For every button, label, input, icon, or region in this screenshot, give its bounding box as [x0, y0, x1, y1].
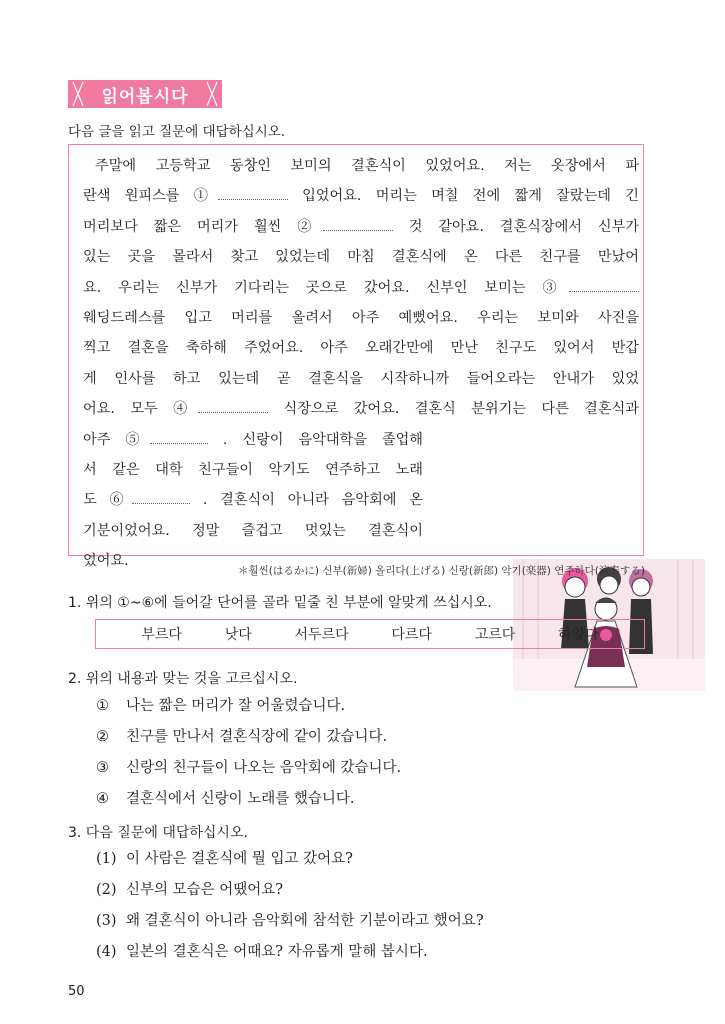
- section-banner: [68, 80, 222, 108]
- word-bank-item: 고르다: [474, 627, 516, 643]
- passage-text: [83, 151, 639, 577]
- sub-question-number: (3): [96, 913, 117, 929]
- answer-option[interactable]: [96, 725, 387, 746]
- page-number: 50: [68, 984, 85, 999]
- sub-question: [96, 878, 283, 899]
- option-text: 나는 짧은 머리가 잘 어울렸습니다.: [126, 698, 346, 714]
- word-bank-item: 부르다: [141, 627, 182, 643]
- passage-line: 찍고 결혼을 축하해 주었어요. 아주 오래간만에 만난 친구도 있어서 반갑: [83, 340, 639, 357]
- passage-line: 기분이었어요. 정말 즐겁고 멋있는 결혼식이: [83, 522, 423, 539]
- passage-line: 도 ⑥ . 결혼식이 아니라 음악회에 온: [83, 485, 423, 515]
- sub-question: [96, 909, 484, 930]
- option-number: ③: [96, 760, 109, 776]
- question-3: 3. 다음 질문에 대답하십시오.: [68, 825, 248, 841]
- passage-line: 어요. 모두 ④ 식장으로 갔어요. 결혼식 분위기는 다른 결혼식과: [83, 394, 639, 424]
- sub-question: [96, 940, 428, 961]
- instruction: 다음 글을 읽고 질문에 대답하십시오.: [68, 124, 286, 140]
- word-bank-item: 낫다: [224, 627, 252, 643]
- answer-blank[interactable]: [218, 185, 288, 200]
- passage-line: 서 같은 대학 친구들이 악기도 연주하고 노래: [83, 462, 423, 479]
- section-title: 읽어봅시다: [101, 86, 189, 107]
- answer-option[interactable]: [96, 694, 345, 715]
- passage-line: 주말에 고등학교 동창인 보미의 결혼식이 있었어요. 저는 옷장에서 파: [95, 158, 639, 174]
- question-1: 1. 위의 ①~⑥에 들어갈 단어를 골라 밑줄 친 부분에 알맞게 쓰십시오.: [68, 595, 492, 611]
- sub-question: [96, 847, 353, 868]
- passage-line: 게 인사를 하고 있는데 곧 결혼식을 시작하니까 들어오라는 안내가 있었: [83, 370, 639, 387]
- word-bank-item: 하얗다: [558, 627, 599, 643]
- option-number: ④: [96, 791, 109, 807]
- question-2: 2. 위의 내용과 맞는 것을 고르십시오.: [68, 671, 298, 687]
- answer-blank[interactable]: [198, 398, 268, 413]
- cross-deco-icon: [72, 80, 84, 108]
- answer-option[interactable]: [96, 756, 401, 777]
- sub-question-number: (1): [96, 851, 117, 867]
- sub-question-text: 일본의 결혼식은 어때요? 자유롭게 말해 봅시다.: [126, 944, 428, 960]
- option-text: 결혼식에서 신랑이 노래를 했습니다.: [126, 791, 355, 807]
- vocab-footnote: ＊훨씬(はるかに) 신부(新婦) 올리다(上げる) 신랑(新郎) 악기(楽器) 연주하다(演奏する): [238, 565, 645, 577]
- option-text: 신랑의 친구들이 나오는 음악회에 갔습니다.: [126, 760, 402, 776]
- option-text: 친구를 만나서 결혼식장에 같이 갔습니다.: [126, 729, 388, 745]
- answer-blank[interactable]: [569, 276, 639, 291]
- passage-line: 란색 원피스를 ① 입었어요. 머리는 며칠 전에 짧게 잘랐는데 긴: [83, 181, 639, 211]
- option-number: ①: [96, 698, 109, 714]
- sub-question-text: 이 사람은 결혼식에 뭘 입고 갔어요?: [126, 851, 353, 867]
- sub-question-number: (4): [96, 944, 117, 960]
- passage-line: 요. 우리는 신부가 기다리는 곳으로 갔어요. 신부인 보미는 ③: [83, 273, 639, 303]
- passage-line: 웨딩드레스를 입고 머리를 올려서 아주 예뻤어요. 우리는 보미와 사진을: [83, 310, 639, 327]
- sub-question-text: 신부의 모습은 어땠어요?: [126, 882, 284, 898]
- sub-question-text: 왜 결혼식이 아니라 음악회에 참석한 기분이라고 했어요?: [126, 913, 484, 929]
- sub-question-number: (2): [96, 882, 117, 898]
- answer-blank[interactable]: [150, 428, 208, 443]
- passage-line: 아주 ⑤ . 신랑이 음악대학을 졸업해: [83, 425, 423, 455]
- word-bank: [95, 619, 645, 649]
- cross-deco-icon: [206, 80, 218, 108]
- reading-passage: [68, 144, 644, 570]
- answer-blank[interactable]: [323, 216, 393, 231]
- passage-line: 었어요.: [83, 553, 129, 570]
- answer-blank[interactable]: [132, 489, 190, 504]
- answer-option[interactable]: [96, 787, 355, 808]
- word-bank-item: 다르다: [391, 627, 432, 643]
- word-bank-item: 서두르다: [294, 627, 349, 643]
- passage-line: 머리보다 짧은 머리가 훨씬 ② 것 같아요. 결혼식장에서 신부가: [83, 212, 639, 242]
- option-number: ②: [96, 729, 109, 745]
- passage-line: 있는 곳을 몰라서 찾고 있었는데 마침 결혼식에 온 다른 친구를 만났어: [83, 249, 639, 266]
